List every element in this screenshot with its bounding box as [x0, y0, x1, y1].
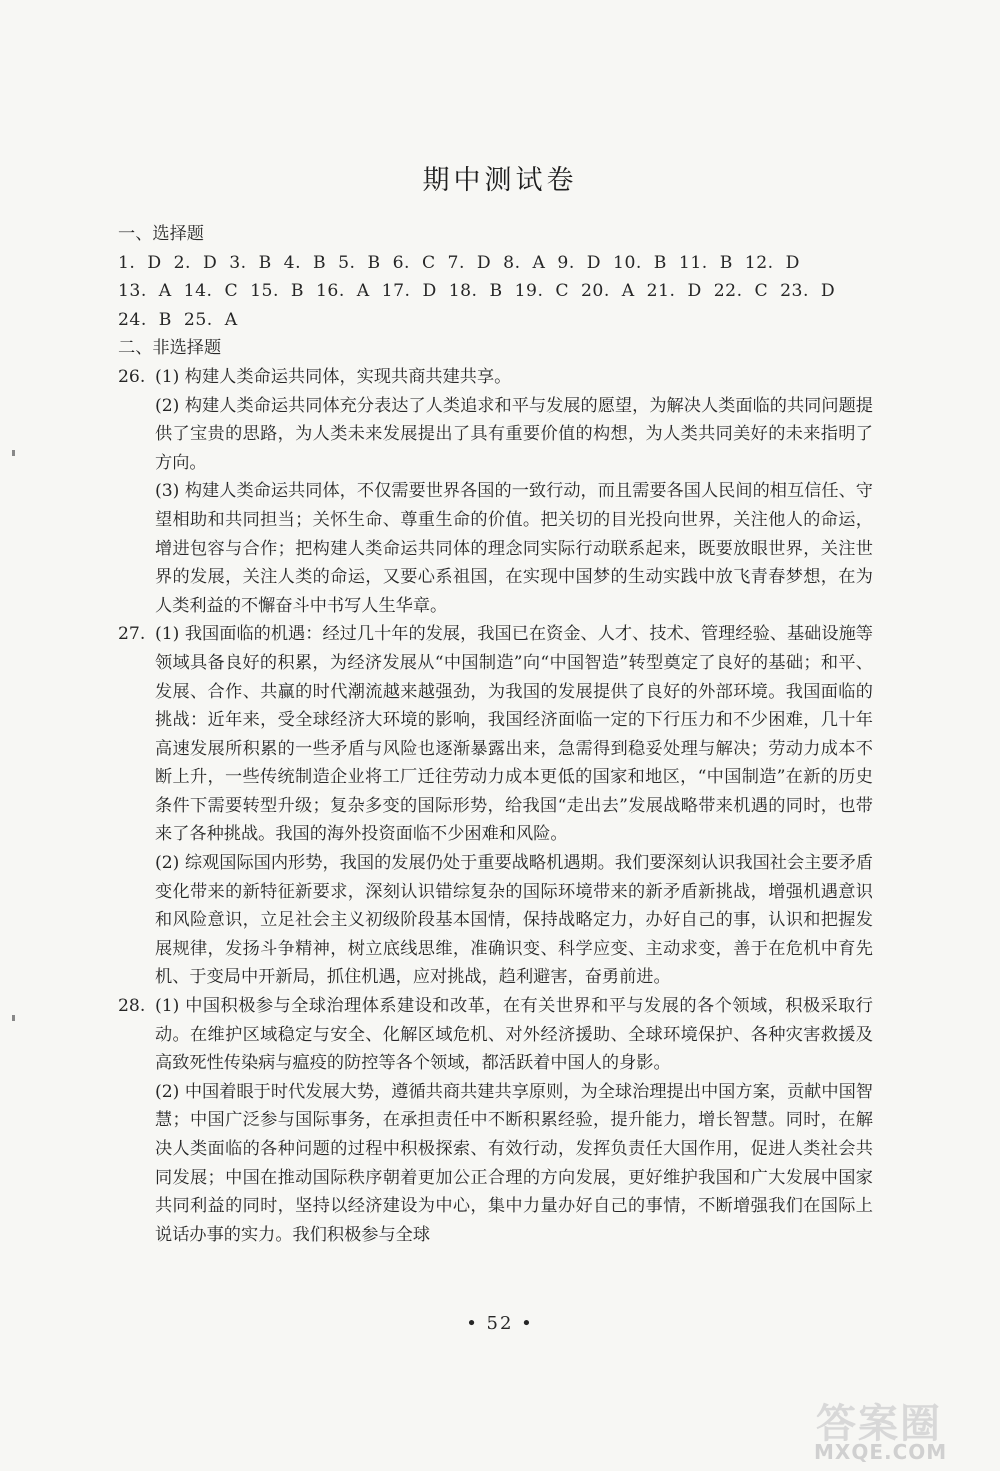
answer-paragraph: (1) 中国积极参与全球治理体系建设和改革，在有关世界和平与发展的各个领域，积极采取行动。在维护区域稳定与安全、化解区域危机、对外经济援助、全球环境保护、各种灾害救援及高致死性传染病与瘟疫的防控等各个领域，都活跃着中国人的身影。 [155, 996, 873, 1074]
choice-answers-line: 13. A 14. C 15. B 16. A 17. D 18. B 19. C 20. A 21. D 22. C 23. D [118, 281, 836, 302]
answer-paragraph: (2) 构建人类命运共同体充分表达了人类追求和平与发展的愿望，为解决人类面临的共同问题提供了宝贵的思路，为人类未来发展提出了具有重要价值的构想，为人类共同美好的未来指明了方向。 [155, 395, 873, 473]
question-28 [118, 992, 873, 1249]
answer-paragraph: (1) 我国面临的机遇：经过几十年的发展，我国已在资金、人才、技术、管理经验、基础设施等领域具备良好的积累，为经济发展从“中国制造”向“中国智造”转型奠定了良好的基础；和平、发展、合作、共赢的时代潮流越来越强劲，为我国的发展提供了良好的外部环境。我国面临的挑战：近年来，受全球经济大环境的影响，我国经济面临一定的下行压力和不少困难，几十年高速发展所积累的一些矛盾与风险也逐渐暴露出来，急需得到稳妥处理与解决；劳动力成本不断上升，一些传统制造企业将工厂迁往劳动力成本更低的国家和地区，“中国制造”在新的历史条件下需要转型升级；复杂多变的国际形势，给我国“走出去”发展战略带来机遇的同时，也带来了各种挑战。我国的海外投资面临不少困难和风险。 [155, 624, 873, 845]
watermark-logo [808, 1392, 993, 1464]
question-number: 26. [118, 366, 146, 387]
question-number: 28. [118, 996, 146, 1017]
section-heading-choice: 一、选择题 [118, 224, 204, 244]
question-number: 27. [118, 624, 146, 645]
answer-paragraph: (2) 中国着眼于时代发展大势，遵循共商共建共享原则，为全球治理提出中国方案，贡献中国智慧；中国广泛参与国际事务，在承担责任中不断积累经验，提升能力，增长智慧。同时，在解决人类面临的各种问题的过程中积极探索、有效行动，发挥负责任大国作用，促进人类社会共同发展；中国在推动国际秩序朝着更加公正合理的方向发展，更好维护我国和广大发展中国家共同利益的同时，坚持以经济建设为中心，集中力量办好自己的事情，不断增强我们在国际上说话办事的实力。我们积极参与全球 [155, 1081, 873, 1245]
choice-answers-line: 24. B 25. A [118, 309, 238, 330]
watermark-text: 答案圈 [816, 1401, 942, 1447]
answer-paragraph: (3) 构建人类命运共同体，不仅需要世界各国的一致行动，而且需要各国人民间的相互信任、守望相助和共同担当；关怀生命、尊重生命的价值。把关切的目光投向世界，关注他人的命运，增进包容与合作；把构建人类命运共同体的理念同实际行动联系起来，既要放眼世界，关注世界的发展，关注人类的命运，又要心系祖国，在实现中国梦的生动实践中放飞青春梦想，在为人类利益的不懈奋斗中书写人生华章。 [155, 481, 873, 616]
answer-content [118, 220, 873, 1249]
scan-mark [12, 1015, 15, 1021]
answer-paragraph: (2) 综观国际国内形势，我国的发展仍处于重要战略机遇期。我们要深刻认识我国社会主要矛盾变化带来的新特征新要求，深刻认识错综复杂的国际环境带来的新矛盾新挑战，增强机遇意识和风险意识，立足社会主义初级阶段基本国情，保持战略定力，办好自己的事，认识和把握发展规律，发扬斗争精神，树立底线思维，准确识变、科学应变、主动求变，善于在危机中育先机、于变局中开新局，抓住机遇，应对挑战，趋利避害，奋勇前进。 [155, 853, 873, 988]
page-number: • 52 • [466, 1313, 534, 1334]
scan-mark [12, 450, 15, 456]
question-27 [118, 620, 873, 992]
watermark-url: MXQE.COM [814, 1440, 948, 1464]
choice-answers-line: 1. D 2. D 3. B 4. B 5. B 6. C 7. D 8. A 9. D 10. B 11. B 12. D [118, 252, 800, 273]
question-26 [118, 363, 873, 620]
answer-paragraph: (1) 构建人类命运共同体，实现共商共建共享。 [155, 366, 512, 387]
section-heading-nonchoice: 二、非选择题 [118, 338, 222, 359]
page-title: 期中测试卷 [422, 165, 578, 196]
